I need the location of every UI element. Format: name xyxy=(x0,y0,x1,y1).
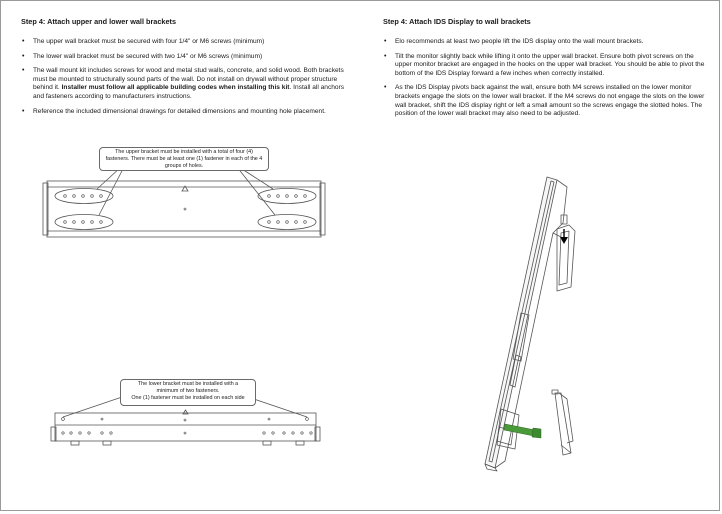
bullet-text: Tilt the monitor slightly back while lifting it onto the upper wall bracket. Ensure both pivot screws on the upper monitor bracket are engaged in the hooks on the upper wall bracket. You should be able to pivot the bottom of the IDS Display forward a few inches when correctly installed. xyxy=(395,52,705,77)
green-screw-icon xyxy=(504,424,535,436)
lower-callout-line: One (1) fastener must be installed on each side xyxy=(131,394,245,401)
bullet-text: As the IDS Display pivots back against the wall, ensure both M4 screws installed on the lower monitor brackets engage the slots on the lower wall bracket. If the M4 screws do not engage the slots on the lower wall bracket, shift the IDS display right or left a small amount so the screws engage the slotted holes. The position of the lower wall bracket may also need to be adjusted. xyxy=(395,84,705,118)
building-code-warning: Installer must follow all applicable building codes when installing this kit xyxy=(61,84,290,92)
bullet-text: Reference the included dimensional drawings for detailed dimensions and mounting hole placement. xyxy=(33,107,326,115)
bullet-text: Elo recommends at least two people lift the IDS display onto the wall mount brackets. xyxy=(395,38,644,45)
lower-callout-line: The lower bracket must be installed with a xyxy=(137,381,239,387)
upper-callout-text: The upper bracket must be installed with a total of four (4) fasteners. There must be at least one (1) fastener in each of the 4 groups of holes. xyxy=(105,149,263,169)
bullet-text: . Install all anchors and fasteners according to manufacturers instructions. xyxy=(33,84,345,100)
ids-display-illustration xyxy=(1,1,722,514)
lower-callout-line: minimum of two fasteners. xyxy=(156,387,220,394)
left-step-heading: Step 4: Attach upper and lower wall brackets xyxy=(21,17,177,26)
bullet-text: The wall mount kit includes screws for wood and metal stud walls, concrete, and solid wood. Both brackets must be mounted to structurally sound parts of the wall. Do not install on drywall without proper structure behind it. xyxy=(33,67,344,92)
bullet-text: The lower wall bracket must be secured with two 1/4" or M6 screws (minimum) xyxy=(33,52,263,60)
bullet-text: The upper wall bracket must be secured with four 1/4" or M6 screws (minimum) xyxy=(33,38,265,45)
right-step-heading: Step 4: Attach IDS Display to wall brackets xyxy=(383,17,531,26)
